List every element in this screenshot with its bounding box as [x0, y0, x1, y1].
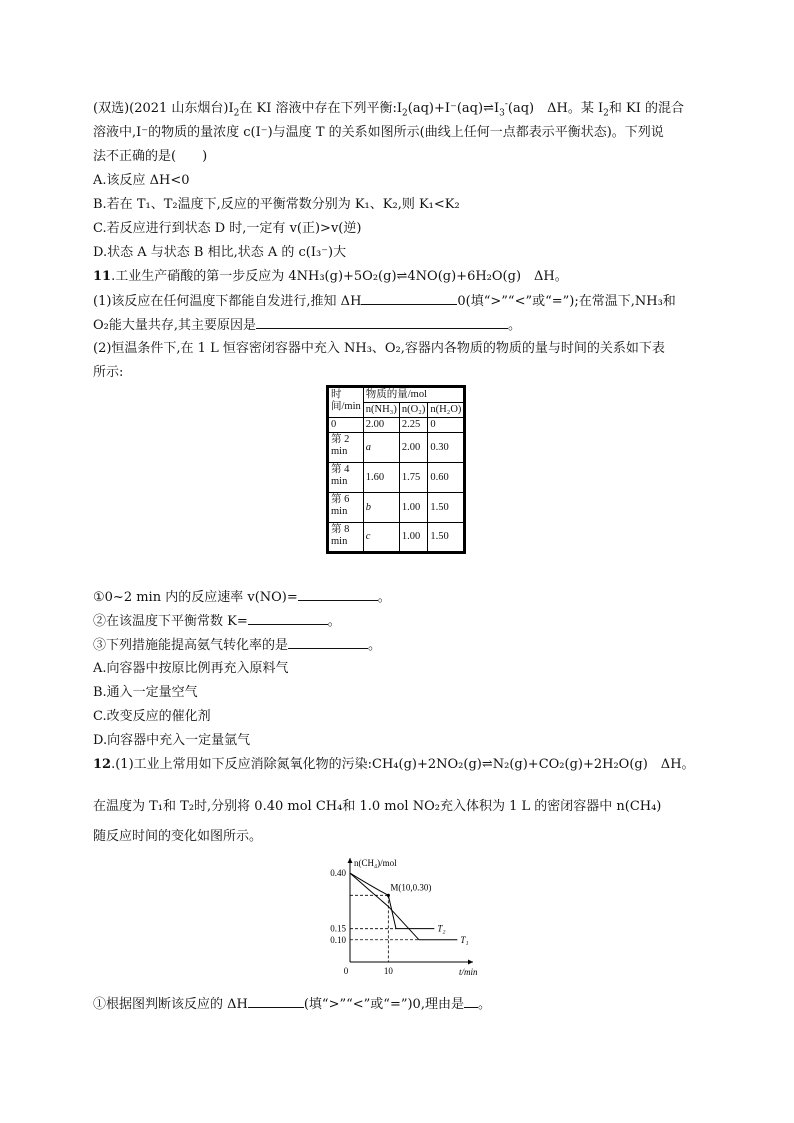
q11-number: 11	[93, 269, 112, 284]
q12-para2: 随反应时间的变化如图所示。	[93, 829, 263, 844]
data-table	[326, 385, 466, 554]
table-cell: 0.30	[428, 433, 465, 463]
q11-blank-k[interactable]	[248, 612, 328, 625]
q10-option-a: A.该反应 ΔH<0	[93, 173, 190, 188]
table-cell: 0.60	[428, 463, 465, 493]
q11-option-b: B.通入一定量空气	[93, 685, 198, 700]
q11-option-d: D.向容器中充入一定量氩气	[93, 733, 251, 748]
q11-part2-line1: (2)恒温条件下,在 1 L 恒容密闭容器中充入 NH₃、O₂,容器内各物质的物质的量与时间的关系如下表	[93, 341, 665, 356]
y-axis-label: n(CH₄)/mol	[354, 858, 397, 868]
table-cell: 1.00	[399, 493, 428, 523]
q11-blank-reason[interactable]	[256, 316, 508, 329]
table-cell-time: 0	[328, 418, 364, 433]
annotation-m: M(10,0.30)	[390, 882, 432, 893]
q12-number: 12	[93, 757, 112, 772]
q11-sub3: ③下列措施能提高氨气转化率的是 。	[93, 638, 382, 653]
q11-stem: 11.工业生产硝酸的第一步反应为 4NH₃(g)+5O₂(g)⇌4NO(g)+6H₂O(g) ΔH。	[93, 269, 568, 284]
q11-part1-line1: (1)该反应在任何温度下都能自发进行,推知 ΔH 0(填“>”“<”或“=”);在常温下,NH₃和	[93, 294, 676, 309]
q10-option-b: B.若在 T₁、T₂温度下,反应的平衡常数分别为 K₁、K₂,则 K₁<K₂	[93, 197, 460, 212]
y-tick-label: 0.10	[330, 934, 346, 945]
q11-sub2: ②在该温度下平衡常数 K= 。	[93, 614, 341, 629]
q10-line2: 溶液中,I⁻的物质的量浓度 c(I⁻)与温度 T 的关系如图所示(曲线上任何一点都表示平衡状态)。下列说	[93, 125, 664, 140]
table-cell: 1.00	[399, 523, 428, 553]
q11-blank-rate[interactable]	[298, 588, 378, 601]
table-header-time: 时间/min	[328, 387, 364, 418]
table-cell: 1.75	[399, 463, 428, 493]
q11-option-a: A.向容器中按原比例再充入原料气	[93, 661, 289, 676]
table-cell-time: 第 4 min	[328, 463, 364, 493]
x-axis-arrow	[468, 960, 473, 965]
series-label-t2: T₂	[437, 923, 446, 934]
table-cell-time: 第 6 min	[328, 493, 364, 523]
q12-blank-dh[interactable]	[248, 995, 304, 1008]
ch4-time-chart	[320, 852, 480, 982]
table-cell-time: 第 8 min	[328, 523, 364, 553]
q11-blank-dh[interactable]	[361, 292, 457, 305]
table-cell: 2.00	[399, 433, 428, 463]
series-label-t1: T₁	[460, 934, 469, 945]
x-tick-label: 0	[343, 966, 349, 976]
table-cell: c	[363, 523, 399, 553]
point-m	[387, 894, 390, 897]
q10-line3: 法不正确的是( )	[93, 149, 208, 164]
x-axis-label: t/min	[459, 967, 478, 977]
q12-sub1: ①根据图判断该反应的 ΔH (填“>”“<”或“=”)0,理由是 。	[93, 997, 491, 1012]
table-col-header: n(O₂)	[399, 403, 428, 418]
q11-blank-measure[interactable]	[288, 636, 368, 649]
x-tick-label: 10	[383, 966, 393, 976]
y-tick-label: 0.15	[330, 923, 346, 934]
table-col-header: n(H₂O)	[428, 403, 465, 418]
table-header-amount: 物质的量/mol	[363, 387, 465, 403]
table-cell: 1.50	[428, 523, 465, 553]
table-cell-time: 第 2 min	[328, 433, 364, 463]
q10-line1: (双选)(2021 山东烟台)$I_2$在 KI 溶液中存在下列平衡$:I_2(aq)+I^-(aq)\rightleftharpoons I_3^-(aq)$ ΔH。某 $I_2$和 KI 的混合	[93, 99, 684, 119]
table-cell: 1.50	[428, 493, 465, 523]
y-tick-label: 0.40	[330, 868, 346, 879]
table-cell: 0	[428, 418, 465, 433]
q12-stem: 12.(1)工业上常用如下反应消除氮氧化物的污染:CH₄(g)+2NO₂(g)⇌N₂(g)+CO₂(g)+2H₂O(g) ΔH。	[93, 757, 695, 772]
y-axis-arrow	[348, 858, 353, 863]
table-cell: b	[363, 493, 399, 523]
table-cell: 2.25	[399, 418, 428, 433]
q11-option-c: C.改变反应的催化剂	[93, 709, 211, 724]
q11-part2-line2: 所示:	[93, 365, 124, 380]
q10-option-d: D.状态 A 与状态 B 相比,状态 A 的 c(I₃⁻)大	[93, 245, 347, 260]
q11-part1-line2: O₂能大量共存,其主要原因是 。	[93, 318, 522, 333]
q11-sub1: ①0~2 min 内的反应速率 v(NO)= 。	[93, 590, 391, 605]
table-cell: 1.60	[363, 463, 399, 493]
q10-option-c: C.若反应进行到状态 D 时,一定有 v(正)>v(逆)	[93, 221, 362, 236]
table-cell: a	[363, 433, 399, 463]
q12-para1: 在温度为 T₁和 T₂时,分别将 0.40 mol CH₄和 1.0 mol NO₂充入体积为 1 L 的密闭容器中 n(CH₄)	[93, 799, 662, 814]
table-col-header: n(NH₃)	[363, 403, 399, 418]
q12-blank-reason[interactable]	[464, 995, 478, 1008]
table-cell: 2.00	[363, 418, 399, 433]
